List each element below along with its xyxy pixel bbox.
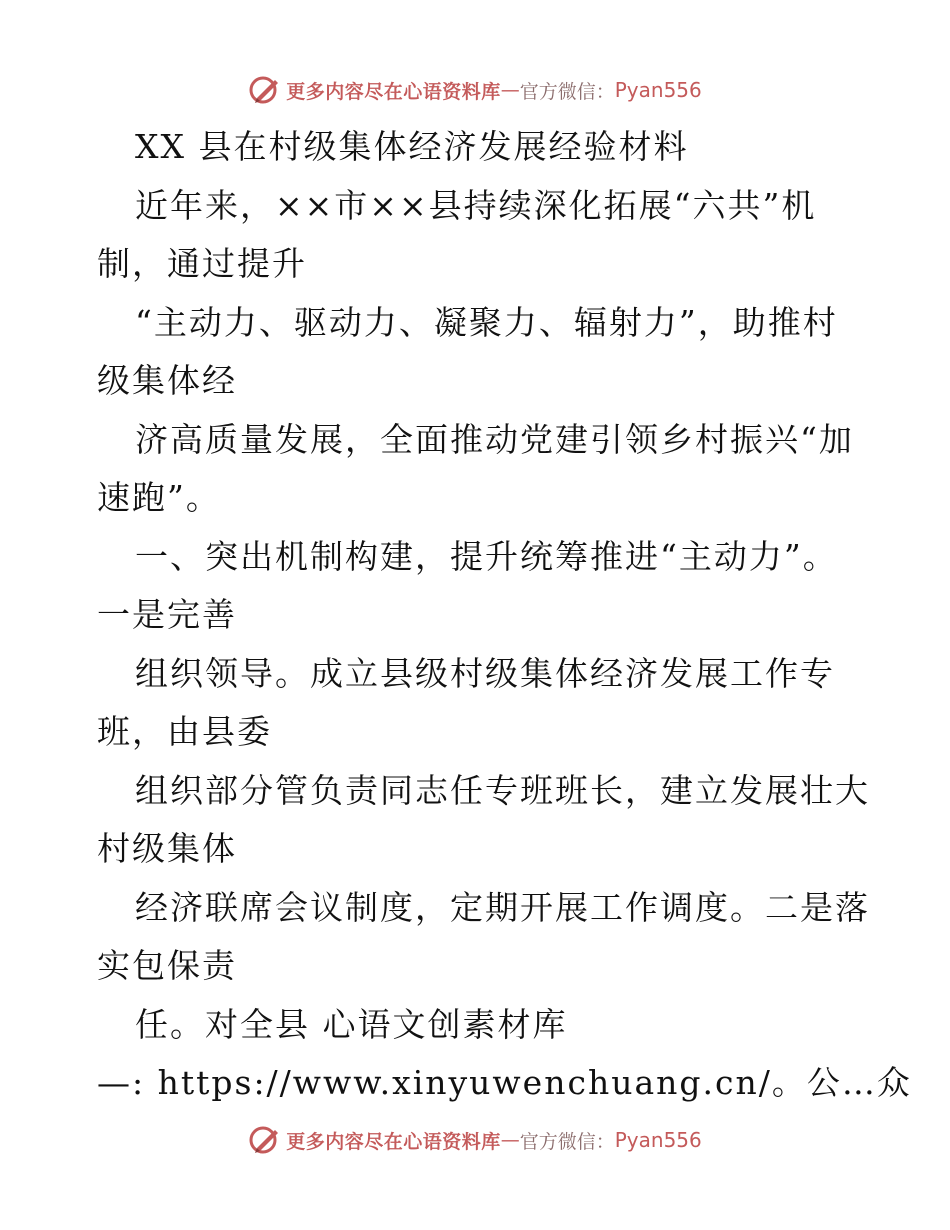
banner-main-text: 更多内容尽在心语资料库: [286, 1130, 501, 1153]
banner-dash: —: [500, 79, 520, 101]
pen-logo-icon: [248, 1123, 282, 1157]
banner-wechat-id: Pyan556: [614, 78, 702, 102]
header-watermark-banner: [0, 70, 950, 110]
footer-watermark-banner: [0, 1120, 950, 1160]
banner-label: 官方微信：: [519, 80, 615, 103]
body-line: 班，由县委: [97, 712, 272, 751]
document-title: XX 县在村级集体经济发展经验材料: [135, 127, 689, 166]
document-body: [97, 118, 912, 1113]
pen-logo-icon: [248, 73, 282, 107]
banner-wechat-id: Pyan556: [614, 1128, 702, 1152]
body-line: 一是完善: [97, 595, 237, 634]
body-line: 经济联席会议制度，定期开展工作调度。二是落: [135, 887, 870, 927]
body-line: 速跑”。: [97, 478, 221, 517]
body-line: 村级集体: [97, 829, 237, 868]
body-line: 制，通过提升: [97, 244, 307, 283]
body-line: “主动力、驱动力、凝聚力、辐射力”，助推村: [135, 302, 838, 342]
body-line: 任。对全县 心语文创素材库: [135, 1004, 568, 1044]
banner-label: 官方微信：: [519, 1130, 615, 1153]
body-line: 级集体经: [97, 361, 237, 400]
body-line: 近年来，××市××县持续深化拓展“六共”机: [135, 185, 817, 225]
body-line: 实包保责: [97, 946, 237, 985]
banner-main-text: 更多内容尽在心语资料库: [286, 80, 501, 103]
banner-dash: —: [500, 1129, 520, 1151]
body-line: 组织领导。成立县级村级集体经济发展工作专: [135, 653, 835, 693]
section-heading: 一、突出机制构建，提升统筹推进“主动力”。: [135, 536, 838, 576]
body-line: 济高质量发展，全面推动党建引领乡村振兴“加: [135, 419, 854, 459]
body-line: 组织部分管负责同志任专班班长，建立发展壮大: [135, 770, 870, 810]
body-line-url: —: https://www.xinyuwenchuang.cn/。公…众: [97, 1063, 912, 1102]
